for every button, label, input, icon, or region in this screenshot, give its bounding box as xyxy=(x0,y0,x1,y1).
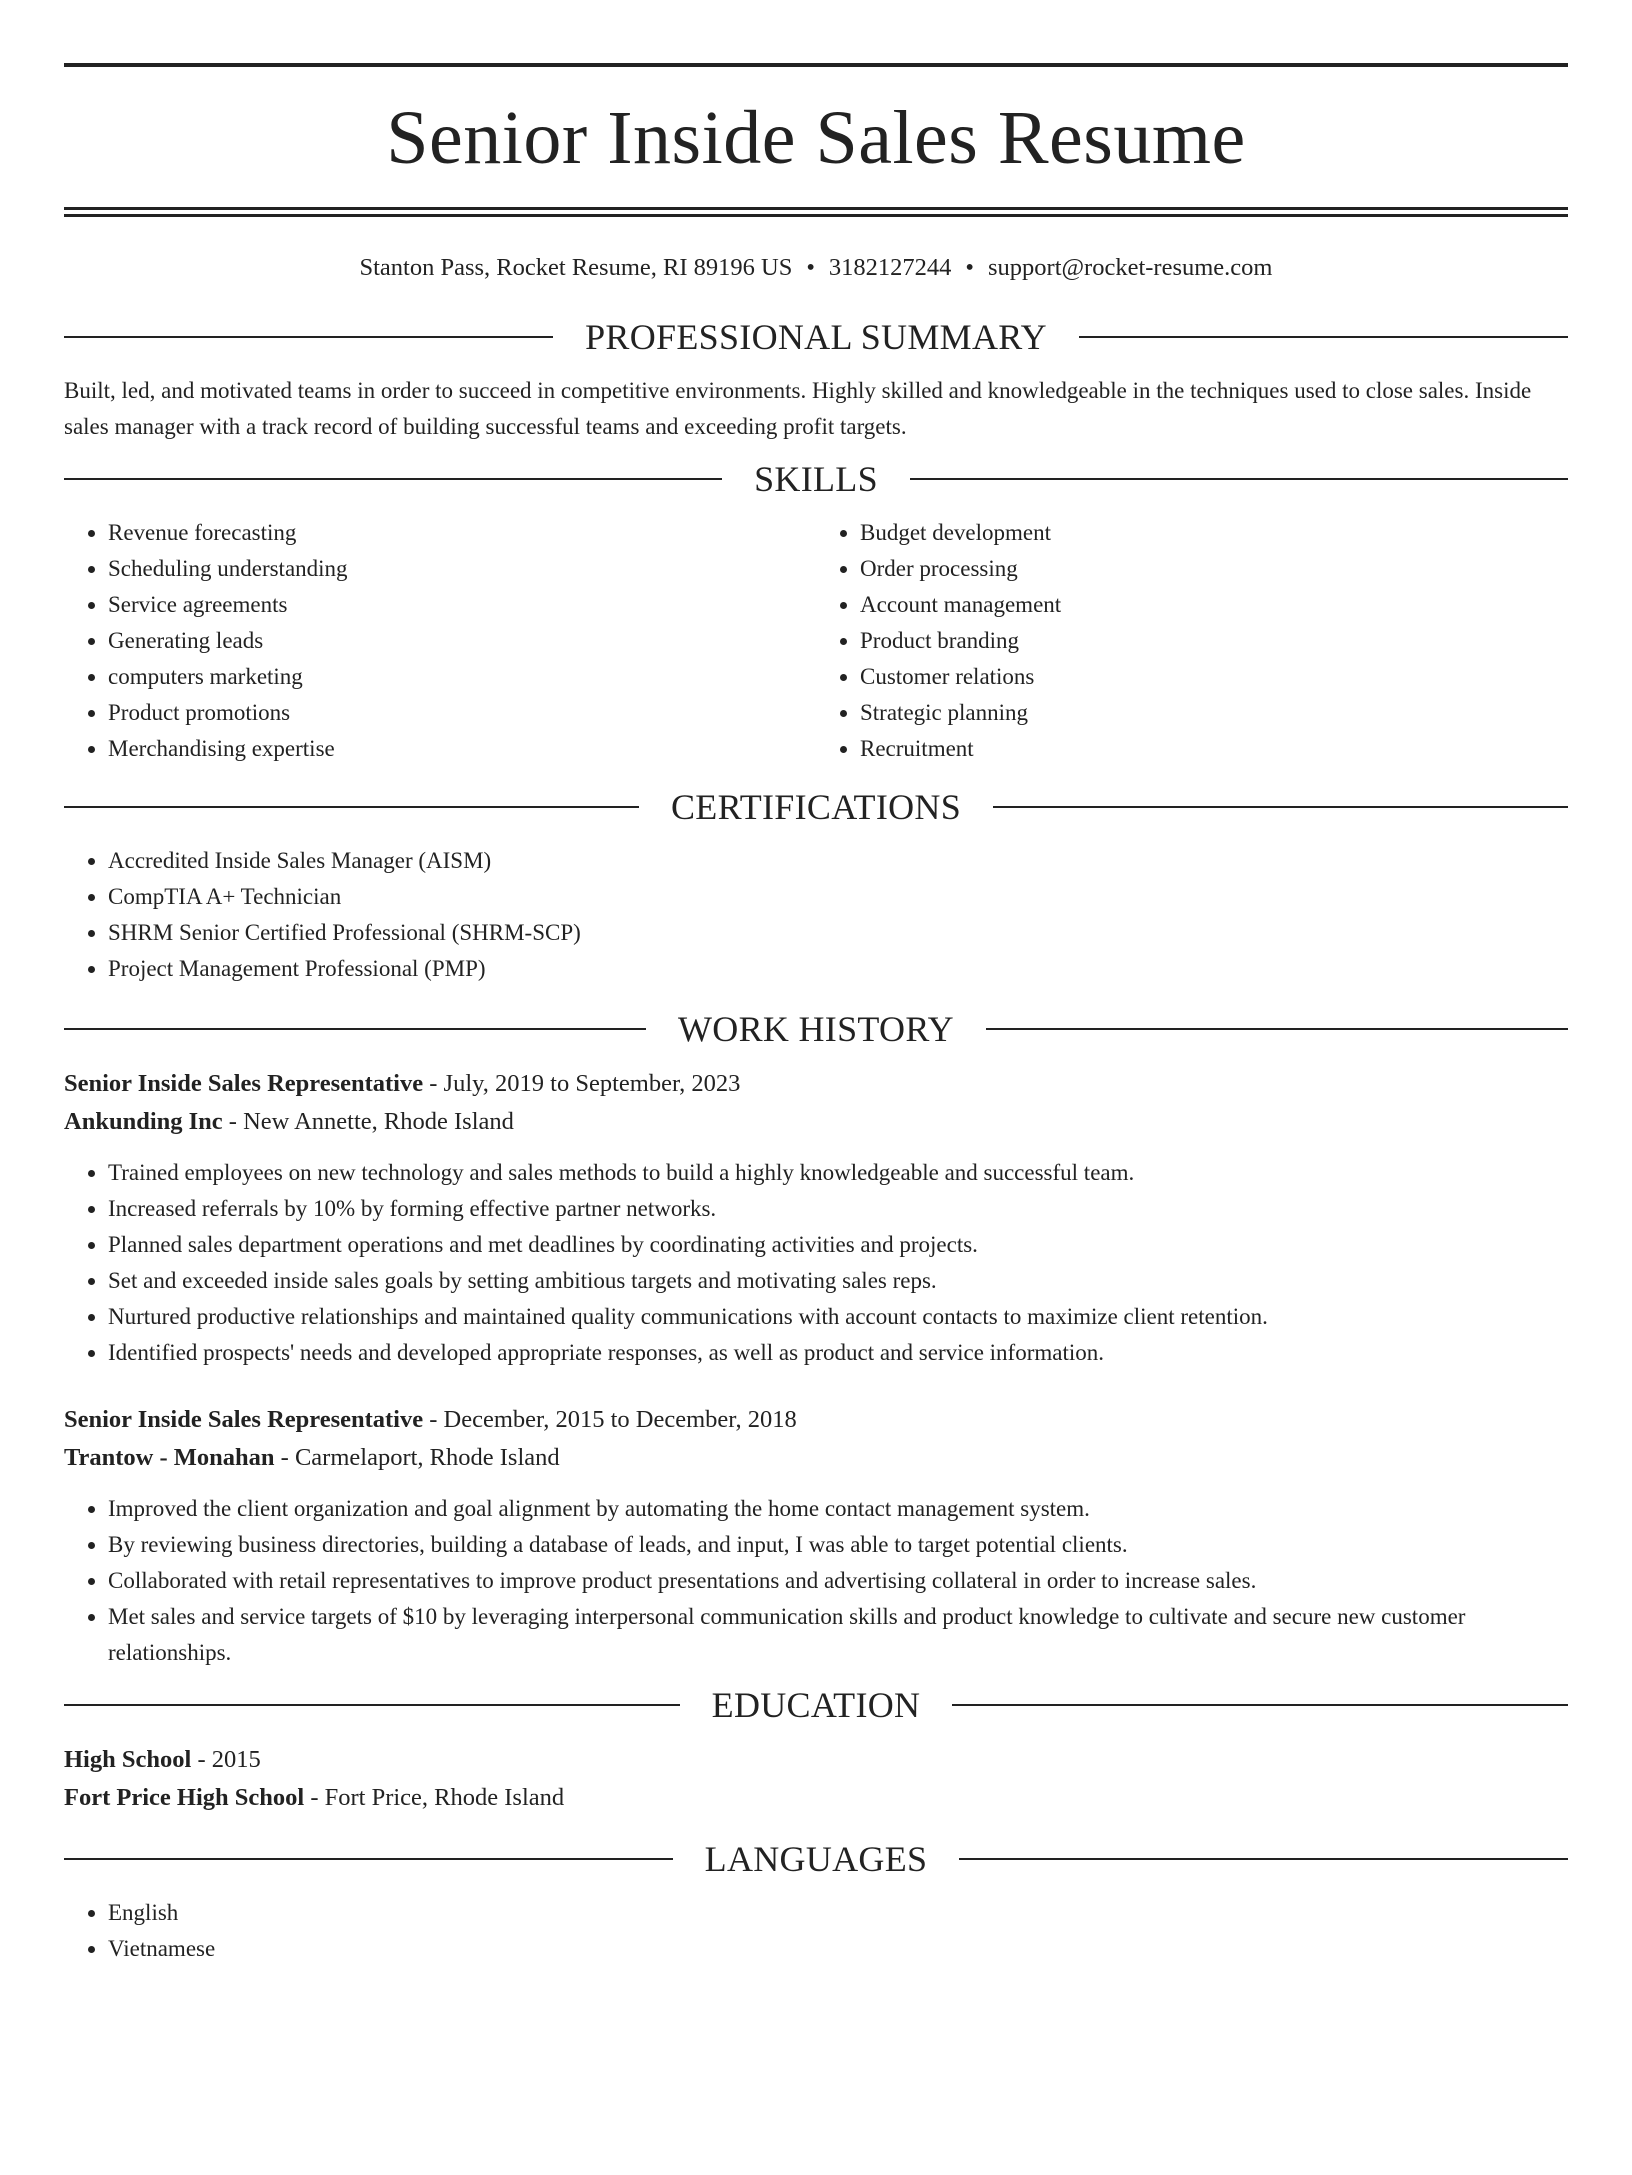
certifications-list xyxy=(64,843,1568,987)
job-location: - Carmelaport, Rhode Island xyxy=(274,1444,560,1471)
job-bullet: • Improved the client organization and goal alignment by automating the home contact management system. xyxy=(108,1491,1568,1527)
job-bullet: • Identified prospects' needs and developed appropriate responses, as well as product and service information. xyxy=(108,1335,1568,1371)
heading-rule xyxy=(952,1704,1568,1706)
job-title: Senior Inside Sales Representative xyxy=(64,1406,424,1433)
heading-rule xyxy=(64,1858,673,1860)
skill-item: • computers marketing xyxy=(108,659,816,695)
skills-list-right xyxy=(816,515,1568,767)
skill-item: • Service agreements xyxy=(108,587,816,623)
job-bullets xyxy=(64,1491,1568,1671)
education-school: Fort Price High School xyxy=(64,1784,305,1811)
section-heading-skills xyxy=(64,457,1568,501)
skill-item: • Budget development xyxy=(860,515,1568,551)
contact-line xyxy=(64,253,1568,283)
section-heading-work-history xyxy=(64,1007,1568,1051)
heading-rule xyxy=(959,1858,1568,1860)
heading-rule xyxy=(64,806,639,808)
heading-rule xyxy=(64,478,722,480)
education-school-line xyxy=(64,1779,1568,1817)
skill-item: • Merchandising expertise xyxy=(108,731,816,767)
skill-item: • Product branding xyxy=(860,623,1568,659)
job-title-line xyxy=(64,1401,1568,1439)
section-title: CERTIFICATIONS xyxy=(670,787,962,827)
summary-text: Built, led, and motivated teams in order to succeed in competitive environments. Highly skilled and knowledgeable in the techniques used to close sales. Inside sales manager with a track record of building successful teams and exceeding profit targets. xyxy=(64,378,1532,439)
skill-item: • Product promotions xyxy=(108,695,816,731)
education-degree: High School xyxy=(64,1746,192,1773)
contact-separator: • xyxy=(806,254,815,281)
job-title-line xyxy=(64,1065,1568,1103)
job-bullet: • Collaborated with retail representatives to improve product presentations and advertising collateral in order to increase sales. xyxy=(108,1563,1568,1599)
job-bullet: • Met sales and service targets of $10 by leveraging interpersonal communication skills and product knowledge to cultivate and secure new customer relationships. xyxy=(108,1599,1568,1671)
contact-address: Stanton Pass, Rocket Resume, RI 89196 US xyxy=(359,254,793,281)
header-double-rule xyxy=(64,207,1568,217)
certification-item: • Accredited Inside Sales Manager (AISM) xyxy=(108,843,1568,879)
skill-item: • Strategic planning xyxy=(860,695,1568,731)
job-bullet: • Trained employees on new technology and sales methods to build a highly knowledgeable and successful team. xyxy=(108,1155,1568,1191)
job-bullet: • By reviewing business directories, building a database of leads, and input, I was able to target potential clients. xyxy=(108,1527,1568,1563)
heading-rule xyxy=(986,1028,1568,1030)
skill-item: • Revenue forecasting xyxy=(108,515,816,551)
job-dates: - December, 2015 to December, 2018 xyxy=(423,1406,797,1433)
section-heading-certifications xyxy=(64,785,1568,829)
skill-item: • Customer relations xyxy=(860,659,1568,695)
job-company-line xyxy=(64,1103,1568,1141)
heading-rule xyxy=(64,1028,646,1030)
education-degree-line xyxy=(64,1741,1568,1779)
job-bullet: • Set and exceeded inside sales goals by setting ambitious targets and motivating sales reps. xyxy=(108,1263,1568,1299)
heading-rule xyxy=(993,806,1568,808)
section-title: SKILLS xyxy=(754,459,878,499)
skill-item: • Generating leads xyxy=(108,623,816,659)
job-bullet: • Planned sales department operations and met deadlines by coordinating activities and projects. xyxy=(108,1227,1568,1263)
skill-item: • Order processing xyxy=(860,551,1568,587)
job-location: - New Annette, Rhode Island xyxy=(222,1108,514,1135)
job-company: Ankunding Inc xyxy=(64,1108,223,1135)
job-company: Trantow - Monahan xyxy=(64,1444,275,1471)
certification-item: • CompTIA A+ Technician xyxy=(108,879,1568,915)
skills-grid xyxy=(64,515,1568,767)
education-entry xyxy=(64,1741,1568,1817)
section-title: EDUCATION xyxy=(711,1685,921,1725)
job-dates: - July, 2019 to September, 2023 xyxy=(423,1070,741,1097)
section-heading-languages xyxy=(64,1837,1568,1881)
section-title: LANGUAGES xyxy=(704,1839,928,1879)
contact-separator: • xyxy=(965,254,974,281)
section-title: WORK HISTORY xyxy=(678,1009,954,1049)
contact-email: support@rocket-resume.com xyxy=(988,254,1273,281)
heading-rule xyxy=(1079,336,1568,338)
resume-title: Senior Inside Sales Resume xyxy=(386,96,1246,180)
education-year: - 2015 xyxy=(191,1746,261,1773)
section-title: PROFESSIONAL SUMMARY xyxy=(585,317,1047,357)
contact-phone: 3182127244 xyxy=(828,254,952,281)
job-bullets xyxy=(64,1155,1568,1371)
education-location: - Fort Price, Rhode Island xyxy=(304,1784,565,1811)
job-entry xyxy=(64,1065,1568,1371)
skill-item: • Scheduling understanding xyxy=(108,551,816,587)
job-bullet: • Increased referrals by 10% by forming effective partner networks. xyxy=(108,1191,1568,1227)
skill-item: • Account management xyxy=(860,587,1568,623)
language-item: • English xyxy=(108,1895,1568,1931)
heading-rule xyxy=(64,1704,680,1706)
heading-rule xyxy=(910,478,1568,480)
language-item: • Vietnamese xyxy=(108,1931,1568,1967)
job-title: Senior Inside Sales Representative xyxy=(64,1070,424,1097)
certification-item: • SHRM Senior Certified Professional (SHRM-SCP) xyxy=(108,915,1568,951)
job-entry xyxy=(64,1401,1568,1671)
skills-list-left xyxy=(64,515,816,767)
job-company-line xyxy=(64,1439,1568,1477)
resume-page xyxy=(0,63,1632,2175)
languages-list xyxy=(64,1895,1568,1967)
certification-item: • Project Management Professional (PMP) xyxy=(108,951,1568,987)
section-heading-summary xyxy=(64,315,1568,359)
section-heading-education xyxy=(64,1683,1568,1727)
job-bullet: • Nurtured productive relationships and maintained quality communications with account contacts to maximize client retention. xyxy=(108,1299,1568,1335)
heading-rule xyxy=(64,336,553,338)
skill-item: • Recruitment xyxy=(860,731,1568,767)
